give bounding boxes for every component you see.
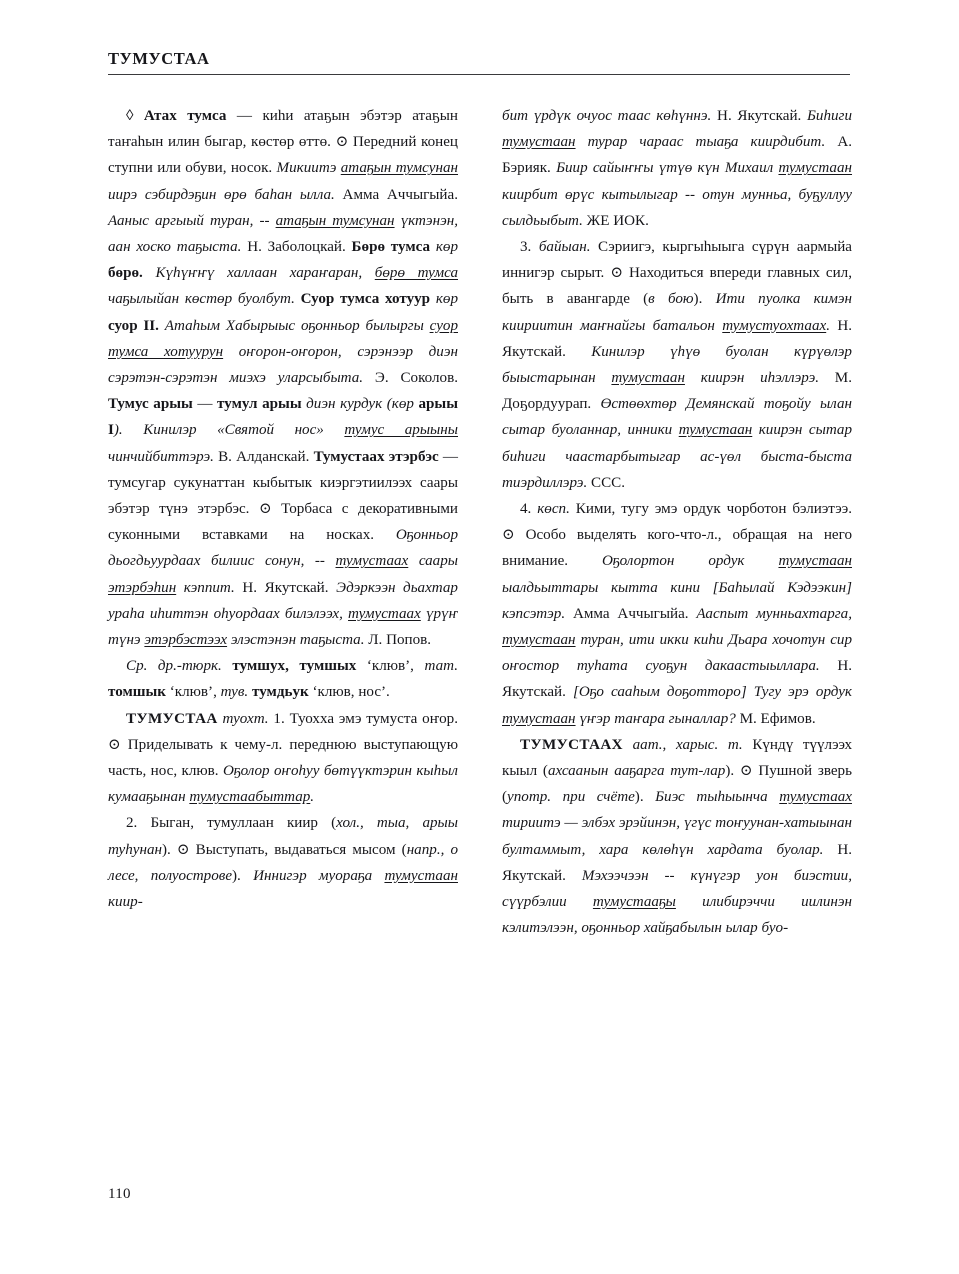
- sense-marker: ⊙: [108, 736, 128, 753]
- text-run: элэстэнэн таҕыста.: [227, 632, 365, 649]
- entry-block: [502, 496, 852, 732]
- text-run: киирэн сытар биһиги чаастарбытыгар ас-үөл быста-быста тиэрдиллэрэ.: [502, 422, 852, 491]
- text-run: үктэнэн, аан хоско таҕыста.: [108, 212, 458, 256]
- sense-marker: ⊙: [610, 265, 630, 282]
- text-run: .: [310, 789, 315, 806]
- keyword-underlined: тумустаабыттар: [189, 789, 311, 806]
- text-run: Биһиги: [807, 108, 852, 124]
- entry-block: [108, 810, 458, 915]
- text-run: употр. при счёте: [507, 789, 635, 806]
- text-run: ССС.: [587, 474, 625, 491]
- text-run: Өстөөхтөр Демянскай тоҕойу ылан сытар буоланнар, инники: [502, 396, 852, 439]
- text-run: илибирэччи иилинэн кэлитэлээн, оҕонньор хайҕабылын ылар буо-: [502, 894, 852, 937]
- text-run: Кинилэр үһүө буолан күрүөлэр быыстарынан: [502, 343, 852, 387]
- text-run: үрүҥ түнэ: [108, 605, 458, 649]
- text-run: ахсаанын ааҕарга тут-лар: [547, 763, 726, 780]
- bold-term: тумдьук: [251, 684, 309, 701]
- text-run: Н. Заболоцкай.: [241, 239, 352, 256]
- text-run: В. Алданскай.: [213, 448, 314, 465]
- keyword-underlined: тумустаан: [502, 710, 576, 727]
- entry-block: [108, 653, 458, 705]
- text-run: Ити пуолка кимэн киириитин маҥнайгы батальон: [502, 291, 852, 334]
- text-run: М. Ефимов.: [735, 710, 816, 727]
- left-column: [108, 103, 458, 1163]
- text-run: оҥорон-оҥорон, сэрэнээр диэн сэрэтэн-сэрэтэн миэхэ уларсыбыта.: [108, 343, 458, 387]
- bold-term: Атах тумса: [143, 108, 227, 124]
- text-run: Оҕонньор дьогдьуурдаах билиис сонун, --: [108, 527, 458, 570]
- sense-marker: ⊙: [258, 501, 282, 518]
- running-head-title: ТУМУСТАА: [108, 49, 210, 68]
- text-run: Кими, тугу эмэ ордук чорботон бэлиэтээ.: [569, 501, 852, 518]
- text-run: А. Бэрияк.: [502, 134, 852, 177]
- text-run: ‘клюв’,: [356, 658, 425, 675]
- text-run: Биир сайыҥҥы үтүө күн Михаил: [556, 160, 779, 177]
- text-run: туохт.: [217, 710, 269, 727]
- text-run: диэн курдук (көр: [301, 396, 419, 413]
- text-run: 1. Туохха эмэ тумуста оҥор.: [268, 710, 458, 727]
- keyword-underlined: тумустаан: [502, 134, 576, 151]
- text-run: Ср. др.-тюрк.: [126, 658, 222, 675]
- text-run: ).: [693, 291, 716, 308]
- text-run: ).: [232, 867, 254, 884]
- text-run: чинчийбиттэрэ.: [108, 448, 214, 465]
- text-run: хол.,: [336, 815, 377, 832]
- text-run: киирбит өрүс кытылыгар -- отун мунньа, буҕуллуу сылдьыбыт.: [502, 186, 852, 229]
- keyword-underlined: тумустаан: [778, 553, 852, 570]
- text-run: 4.: [520, 501, 538, 518]
- text-run: аат., харыс. т.: [622, 736, 743, 753]
- text-run: Находиться впереди главных сил, быть в авангарде (: [502, 265, 852, 308]
- text-run: Амма Аччыгыйа.: [565, 605, 697, 622]
- text-run: ‘клюв, нос’.: [308, 684, 390, 701]
- text-run: [222, 658, 233, 674]
- text-run: [Оҕо сааһым доҕотторо] Тугу эрэ ордук: [572, 684, 852, 701]
- keyword-underlined: атаҕын тумсунан: [275, 212, 395, 229]
- text-run: Передний конец ступни или обуви, носок.: [108, 134, 459, 177]
- text-run: Пушной зверь (: [502, 763, 852, 806]
- page-number: 110: [108, 1186, 131, 1202]
- bold-term: Тумус арыы: [108, 396, 193, 413]
- bold-term: Тумустаах этэрбэс: [313, 448, 439, 465]
- text-run: ыалдьыттары кытта кини [Баһылай Кэдээкин] кэпсэтэр.: [502, 579, 852, 622]
- text-run: Н. Якутскай.: [502, 658, 853, 701]
- text-run: ).: [725, 763, 740, 780]
- text-run: Выступать, выдаваться мысом (: [195, 841, 407, 858]
- text-run: көр: [430, 239, 459, 256]
- text-run: — киһи атаҕын эбэтэр атаҕын таҥаһын илин быгар, көстөр өттө.: [108, 108, 458, 151]
- text-run: тыа, арыы туһунан: [108, 815, 458, 858]
- text-run: байыан.: [538, 239, 591, 256]
- bold-term: тумшух, тумшых: [232, 658, 357, 675]
- text-run: Сэриигэ, кыргыһыыга сүрүн аармыйа иннигэр сырыт.: [502, 239, 853, 282]
- right-column: [502, 103, 852, 1163]
- sense-marker: ⊙: [335, 134, 353, 151]
- text-run: турар чараас тыаҕа киирдибит.: [575, 134, 826, 151]
- text-run: .: [826, 317, 830, 334]
- text-run: 3.: [520, 239, 539, 256]
- keyword-underlined: тумустаах: [335, 553, 409, 570]
- column-container: [108, 103, 852, 1163]
- keyword-underlined: тумустаах: [348, 605, 421, 622]
- text-run: Н. Якутскай.: [234, 579, 337, 596]
- keyword-underlined: тумустаан: [778, 160, 853, 177]
- text-run: кэппит.: [176, 579, 235, 596]
- text-run: Л. Попов.: [364, 632, 432, 649]
- bold-term: Бөрө тумса: [351, 239, 431, 256]
- text-run: тат.: [424, 658, 458, 675]
- running-head: [108, 50, 850, 75]
- text-run: ).: [634, 789, 656, 806]
- keyword-underlined: тумустаан: [611, 370, 685, 387]
- text-run: үҥэр таҥара гыналлар?: [575, 710, 736, 727]
- text-run: Н. Якутскай.: [711, 108, 808, 124]
- keyword-underlined: этэрбэстээх: [144, 632, 228, 649]
- keyword-underlined: атаҕын тумсунан: [340, 160, 459, 177]
- text-run: Күһүҥҥү халлаан хараҥаран,: [142, 265, 375, 282]
- text-run: Э. Соколов.: [363, 370, 458, 387]
- sense-marker: ⊙: [176, 841, 196, 858]
- text-run: Күндү түүлээх кыыл (: [502, 736, 852, 780]
- text-run: Кинилэр «Святой нос»: [143, 422, 345, 439]
- text-run: напр., о лесе, полуострове: [108, 841, 459, 884]
- text-run: Эдэркээн дьахтар ураһа иһиттэн оһуордаах билэлээх,: [108, 579, 458, 622]
- header-divider: [108, 74, 850, 75]
- text-run: иирэ сэбирдэҕин өрө баһан ылла.: [108, 186, 335, 203]
- text-run: Н. Якутскай.: [502, 317, 852, 360]
- text-run: киир-: [108, 894, 143, 911]
- text-run: 2. Быган, тумуллаан киир (: [126, 815, 337, 832]
- text-run: ).: [162, 841, 177, 858]
- sense-marker: ⊙: [502, 527, 526, 544]
- bold-term: томшык: [108, 684, 166, 701]
- text-run: саары: [408, 553, 458, 570]
- keyword-underlined: тумустаан: [384, 867, 458, 884]
- bold-term: Суор тумса хотуур: [300, 291, 431, 308]
- keyword-underlined: тумустаан: [678, 422, 753, 439]
- keyword-underlined: этэрбэһин: [108, 579, 177, 596]
- text-run: тириитэ — элбэх эрэйинэн, үгүс тоҥуунан-хатыынан бултаммыт, хара көлөһүн хардата буолар.: [502, 815, 852, 858]
- text-run: ‘клюв’,: [165, 684, 221, 701]
- text-run: чаҕылыйан көстөр буолбут.: [108, 291, 295, 308]
- text-run: Атаһым Хабырыыс оҕонньор былыргы: [158, 317, 430, 334]
- text-run: ЖЕ ИОК.: [582, 212, 649, 229]
- text-run: туран, ити икки киһи Дьара хочотун сир оҥостор туһата суоҕун дакаастыыллара.: [502, 632, 852, 675]
- keyword-underlined: тумустуохтаах: [722, 317, 827, 334]
- text-run: Биэс тыһыынча: [655, 789, 780, 806]
- keyword-underlined: тумустаан: [502, 632, 576, 649]
- entry-block: [108, 103, 458, 653]
- text-run: Ааныс аргыый туран, --: [108, 212, 276, 229]
- text-run: бит үрдүк очуос таас көһүннэ.: [502, 108, 712, 124]
- entry-block: [502, 732, 852, 942]
- text-run: Мэхээчээн -- күнүгэр уон биэстии, сүүрбэлии: [502, 867, 852, 911]
- text-run: ).: [113, 422, 144, 439]
- entry-block: [502, 103, 852, 234]
- text-run: Оҕолор оҥоһуу бөтүүктэрин кыһыл кумааҕынан: [108, 763, 459, 806]
- text-run: киирэн иһэллэрэ.: [684, 370, 820, 387]
- entry-block: [108, 706, 458, 811]
- text-run: Торбаса с декоративными суконными вставками на носках.: [108, 501, 459, 544]
- headword: ТУМУСТАА: [126, 710, 218, 727]
- headword: ТУМУСТААХ: [520, 736, 623, 753]
- keyword-underlined: суор тумса хотуурун: [108, 317, 458, 360]
- text-run: Амма Аччыгыйа.: [334, 186, 458, 203]
- entry-block: [502, 234, 852, 496]
- text-run: көр: [430, 291, 458, 308]
- text-run: Особо выделять кого-что-л., обращая на него внимание.: [502, 527, 852, 570]
- keyword-underlined: бөрө тумса: [374, 265, 458, 282]
- text-run: в бою: [648, 291, 694, 308]
- bold-term: суор II.: [108, 317, 159, 334]
- keyword-underlined: тумустааҕы: [592, 894, 676, 911]
- text-run: Приделывать к чему-л. переднюю выступающую часть, нос, клюв.: [108, 736, 459, 780]
- bold-term: тумул арыы: [217, 396, 302, 413]
- text-run: Иннигэр муораҕа: [253, 867, 385, 884]
- text-run: Микиитэ: [276, 160, 341, 177]
- sense-marker: ◊: [126, 108, 144, 124]
- text-run: Ааспыт мунньахтарга,: [696, 605, 852, 622]
- text-run: М. Доҕордуурап.: [502, 370, 852, 413]
- text-run: тув.: [220, 684, 249, 701]
- text-run: көсп.: [537, 501, 570, 518]
- keyword-underlined: тумус арыыны: [344, 422, 458, 439]
- text-run: Н. Якутскай.: [502, 841, 853, 884]
- bold-term: бөрө.: [108, 265, 143, 282]
- keyword-underlined: тумустаах: [779, 789, 852, 806]
- text-run: Оҕолортон ордук: [602, 553, 779, 570]
- sense-marker: ⊙: [739, 763, 759, 780]
- text-run: —: [192, 396, 218, 413]
- text-run: — тумсугар сукунаттан кыбытык киэргэтиилээх саары эбэтэр түнэ этэрбэс.: [108, 448, 458, 518]
- bold-term: арыы I: [108, 396, 458, 439]
